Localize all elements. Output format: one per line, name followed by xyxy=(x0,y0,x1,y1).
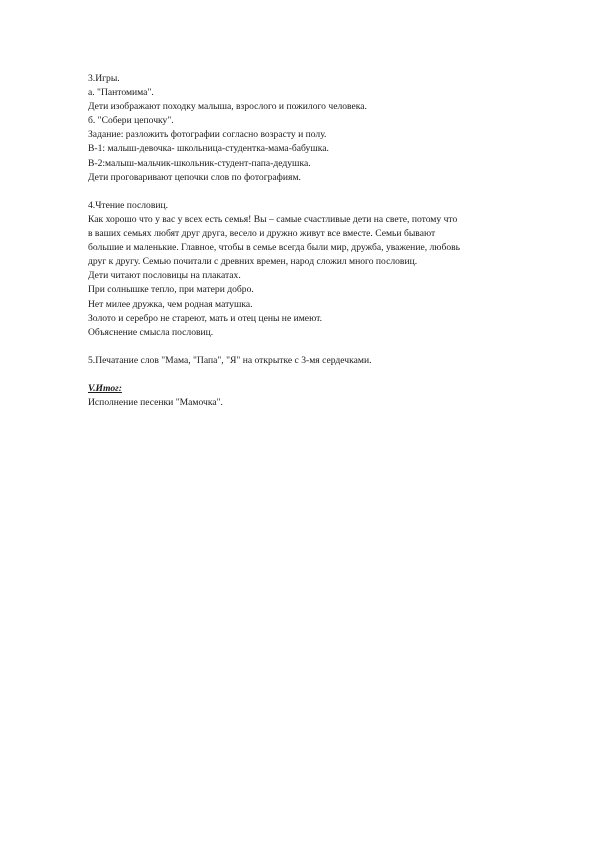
paragraph-gap xyxy=(88,185,528,199)
game-b-variant-2: В-2:малыш-мальчик-школьник-студент-папа-дедушка. xyxy=(88,157,311,169)
reading-note: Дети читают пословицы на плакатах. xyxy=(88,270,241,282)
paragraph-gap xyxy=(88,340,528,354)
intro-line: Как хорошо что у вас у всех есть семья! Вы – самые счастливые дети на свете, потому что xyxy=(88,213,458,225)
document-body xyxy=(88,72,528,410)
section-4-title: 4.Чтение пословиц. xyxy=(88,199,169,211)
game-a-description: Дети изображают походку малыша, взрослого и пожилого человека. xyxy=(88,101,367,113)
game-b-note: Дети проговаривают цепочки слов по фотографиям. xyxy=(88,171,301,183)
summary-heading: V.Итог: xyxy=(88,383,122,395)
game-b-variant-1: В-1: малыш-девочка- школьница-студентка-мама-бабушка. xyxy=(88,143,329,155)
game-b-task: Задание: разложить фотографии согласно возрасту и полу. xyxy=(88,129,327,141)
game-a-title: а. "Пантомима". xyxy=(88,87,154,99)
intro-line: в ваших семьях любят друг друга, весело и дружно живут все вместе. Семьи бывают xyxy=(88,228,436,240)
intro-line: большие и маленькие. Главное, чтобы в семье всегда были мир, дружба, уважение, любовь xyxy=(88,242,461,254)
proverb: Нет милее дружка, чем родная матушка. xyxy=(88,298,253,310)
section-5-text: 5.Печатание слов "Мама, "Папа", "Я" на открытке с 3-мя сердечками. xyxy=(88,354,372,366)
paragraph-gap xyxy=(88,368,528,382)
proverb-explanation: Объяснение смысла пословиц. xyxy=(88,326,214,338)
section-3-title: 3.Игры. xyxy=(88,73,120,84)
proverb: Золото и серебро не стареют, мать и отец цены не имеют. xyxy=(88,312,322,324)
summary-text: Исполнение песенки "Мамочка". xyxy=(88,397,223,409)
intro-line: друг к другу. Семью почитали с древних времен, народ сложил много пословиц. xyxy=(88,256,418,268)
game-b-title: б. "Собери цепочку". xyxy=(88,115,174,127)
proverb: При солнышке тепло, при матери добро. xyxy=(88,284,254,296)
